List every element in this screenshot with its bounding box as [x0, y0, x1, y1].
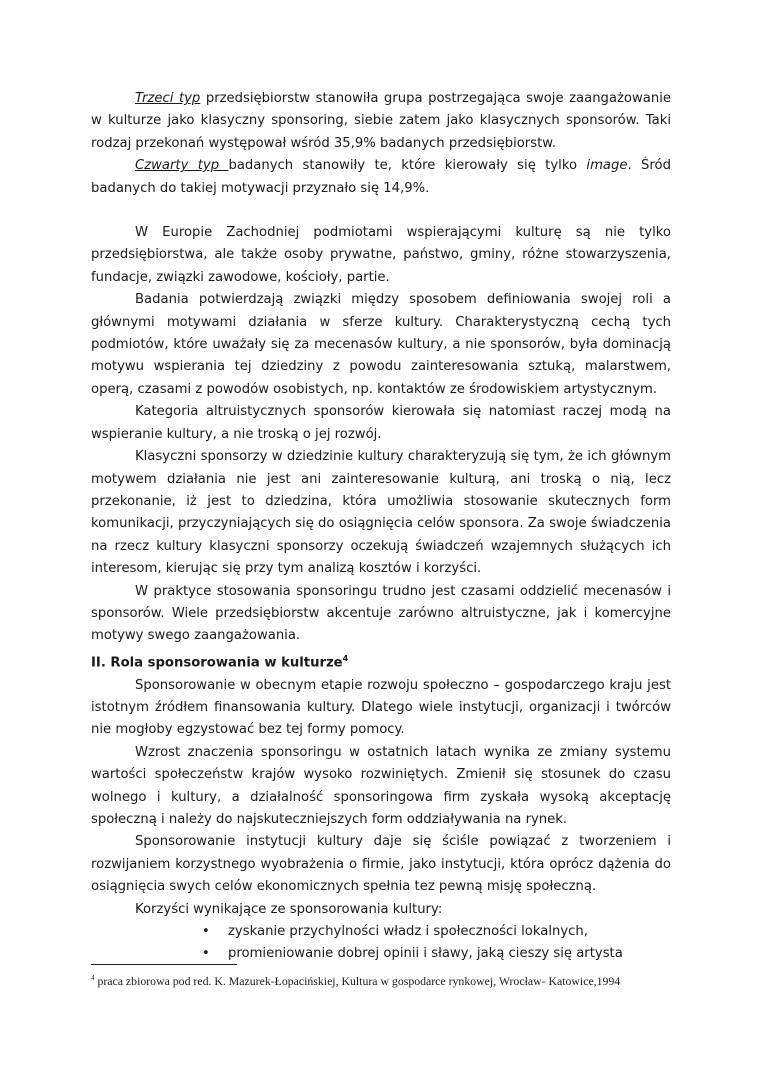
paragraph-third-type [91, 88, 671, 155]
italic-term-image: image [586, 158, 628, 174]
section-heading [91, 648, 671, 675]
paragraph-benefits-intro: Korzyści wynikające ze sponsorowania kultury: [135, 901, 443, 917]
list-item [91, 921, 671, 943]
term-fourth-type: Czwarty typ [135, 158, 229, 174]
blank-line [91, 200, 671, 222]
body-text [91, 88, 671, 966]
paragraph-growth: Wzrost znaczenia sponsoringu w ostatnich latach wynika ze zmiany systemu wartości społeczeństw krajów wysoko rozwiniętych. Zmienił się stosunek do czasu wolnego i kultury, a działalność sponsoringowa firm zyskała wysoką akceptację społeczną i należy do najskuteczniejszych form oddziaływania na rynek. [91, 744, 671, 827]
list-item-text: promieniowanie dobrej opinii i sławy, jaką cieszy się artysta [228, 946, 623, 962]
paragraph-research: Badania potwierdzają związki między sposobem definiowania swojej roli a głównymi motywami działania w sferze kultury. Charakterystyczną cechą tych podmiotów, które uważały się za mecenasów kultury, a nie sponsorów, była dominacją motywu wspierania tej dziedziny z powodu zainteresowania sztuką, malarstwem, operą, czasami z powodów osobistych, np. kontaktów ze środowiskiem artystycznym. [91, 292, 671, 397]
footnote-text: praca zbiorowa pod red. K. Mazurek-Łopacińskiej, Kultura w gospodarce rynkowej, Wrocław- Katowice,1994 [94, 973, 621, 988]
footnote-number: 4 [91, 974, 95, 982]
bullet-icon: • [202, 946, 210, 962]
paragraph-western-europe: W Europie Zachodniej podmiotami wspierającymi kulturę są nie tylko przedsiębiorstwa, ale także osoby prywatne, państwo, gminy, różne stowarzyszenia, fundacje, związki zawodowe, kościoły, partie. [91, 225, 671, 285]
term-third-type: Trzeci typ [135, 91, 201, 106]
list-item-text: zyskanie przychylności władz i społeczności lokalnych, [228, 924, 588, 940]
section-heading-text: II. Rola sponsorowania w kulturze [91, 655, 343, 671]
paragraph-text: badanych stanowiły te, które kierowały się tylko [228, 158, 587, 174]
paragraph-altruistic: Kategoria altruistycznych sponsorów kierowała się natomiast raczej modą na wspieranie kultury, a nie troską o jej rozwój. [91, 404, 671, 442]
paragraph-fourth-type [91, 155, 671, 200]
footnote [91, 971, 681, 989]
paragraph-text: . Śród badanych do takiej motywacji przyznało się 14,9%. [91, 158, 671, 196]
footnote-ref: 4 [342, 653, 349, 663]
paragraph-sponsoring-stage: Sponsorowanie w obecnym etapie rozwoju społeczno – gospodarczego kraju jest istotnym źródłem finansowania kultury. Dlatego wiele instytucji, organizacji i twórców nie mogłoby egzystować bez tej formy pomocy. [91, 677, 671, 738]
footnote-separator [91, 964, 237, 965]
paragraph-practice: W praktyce stosowania sponsoringu trudno jest czasami oddzielić mecenasów i sponsorów. Wiele przedsiębiorstw akcentuje zarówno altruistyczne, jak i komercyjne motywy swego zaangażowania. [91, 583, 671, 644]
benefits-list [91, 921, 671, 966]
list-item [91, 943, 671, 965]
bullet-icon: • [202, 924, 210, 940]
paragraph-text: przedsiębiorstw stanowiła grupa postrzegająca swoje zaangażowanie w kulturze jako klasyczny sponsoring, siebie zatem jako klasycznych sponsorów. Taki rodzaj przekonań występował wśród 35,9% badanych przedsiębiorstw. [91, 91, 671, 151]
paragraph-classic-sponsors: Klasyczni sponsorzy w dziedzinie kultury charakteryzują się tym, że ich głównym motywem działania nie jest ani zainteresowanie kulturą, ani troską o nią, lecz przekonanie, iż jest to dziedzina, która umożliwia stosowanie skutecznych form komunikacji, przyczyniających się do osiągnięcia celów sponsora. Za swoje świadczenia na rzecz kultury klasyczni sponsorzy oczekują świadczeń wzajemnych służących ich interesom, kierując się przy tym analizą kosztów i korzyści. [91, 449, 671, 577]
paragraph-institutions: Sponsorowanie instytucji kultury daje się ściśle powiązać z tworzeniem i rozwijaniem korzystnego wyobrażenia o firmie, jako instytucji, która oprócz dążenia do osiągnięcia swych celów ekonomicznych spełnia tez pewną misję społeczną. [91, 834, 671, 895]
